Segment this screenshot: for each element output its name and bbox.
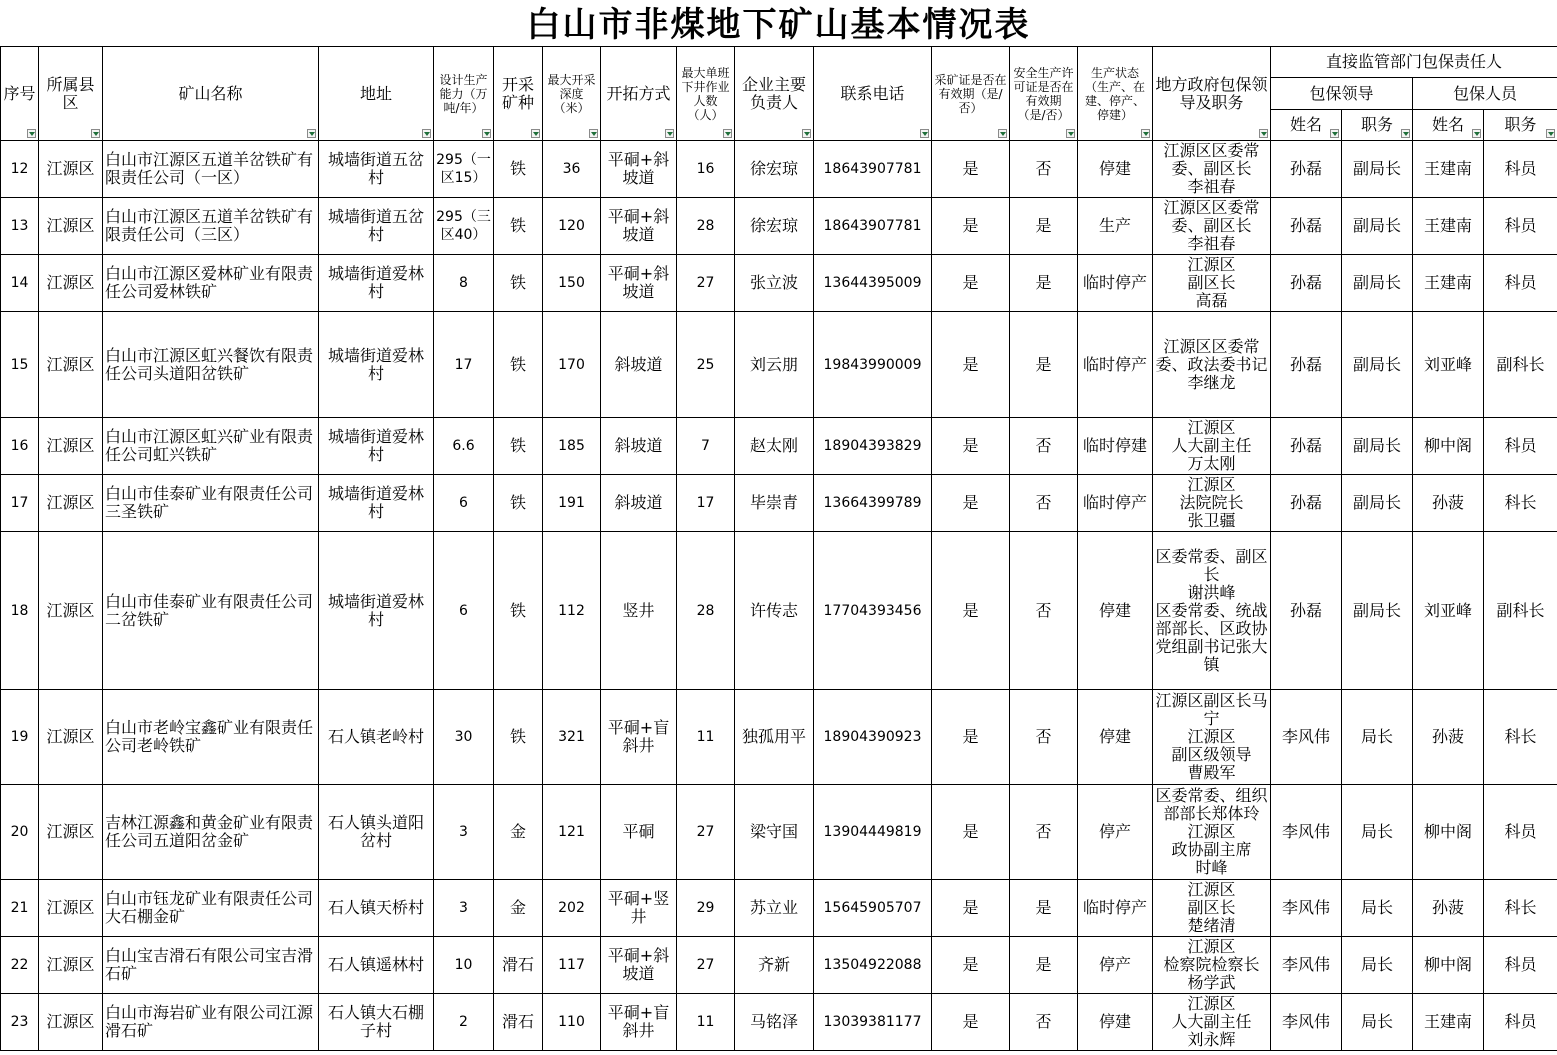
dropdown-filter-icon[interactable] (723, 129, 732, 138)
cell-mining-license: 是 (932, 785, 1010, 880)
cell-mineral: 铁 (494, 255, 543, 312)
cell-staff-name: 王建南 (1413, 141, 1484, 198)
cell-leader-name: 李风伟 (1271, 994, 1342, 1051)
cell-mineral: 滑石 (494, 937, 543, 994)
cell-staff-title: 副科长 (1484, 532, 1557, 690)
cell-staff-name: 刘亚峰 (1413, 312, 1484, 418)
cell-county: 江源区 (39, 880, 103, 937)
cell-phone: 13039381177 (814, 994, 932, 1051)
cell-method: 斜坡道 (601, 418, 677, 475)
cell-local-leader: 江源区 检察院检察长 杨学武 (1153, 937, 1271, 994)
cell-safety-license: 是 (1010, 880, 1078, 937)
cell-leader-title: 副局长 (1342, 312, 1413, 418)
cell-phone: 15645905707 (814, 880, 932, 937)
cell-county: 江源区 (39, 418, 103, 475)
cell-staff-name: 王建南 (1413, 198, 1484, 255)
cell-name: 白山市老岭宝鑫矿业有限责任公司老岭铁矿 (103, 690, 319, 785)
header-capacity: 设计生产能力（万吨/年） (434, 47, 494, 141)
cell-phone: 17704393456 (814, 532, 932, 690)
header-name: 矿山名称 (103, 47, 319, 141)
cell-staff-name: 孙菠 (1413, 690, 1484, 785)
cell-capacity: 3 (434, 880, 494, 937)
cell-mining-license: 是 (932, 312, 1010, 418)
cell-capacity: 30 (434, 690, 494, 785)
table-body (1, 141, 1557, 1051)
dropdown-filter-icon[interactable] (1472, 129, 1481, 138)
table-row (1, 785, 1557, 880)
cell-name: 白山宝吉滑石有限公司宝吉滑石矿 (103, 937, 319, 994)
cell-manager: 徐宏琼 (735, 198, 814, 255)
table-row (1, 690, 1557, 785)
cell-depth: 112 (543, 532, 601, 690)
dropdown-filter-icon[interactable] (307, 129, 316, 138)
cell-phone: 18904390923 (814, 690, 932, 785)
cell-name: 白山市江源区五道羊岔铁矿有限责任公司（一区） (103, 141, 319, 198)
cell-leader-name: 孙磊 (1271, 255, 1342, 312)
cell-county: 江源区 (39, 198, 103, 255)
cell-safety-license: 是 (1010, 312, 1078, 418)
header-mineral: 开采矿种 (494, 47, 543, 141)
cell-capacity: 6 (434, 532, 494, 690)
cell-address: 城墙街道爱林村 (319, 532, 434, 690)
cell-safety-license: 否 (1010, 994, 1078, 1051)
dropdown-filter-icon[interactable] (589, 129, 598, 138)
header-staff-name: 姓名 (1413, 110, 1484, 141)
cell-phone: 13904449819 (814, 785, 932, 880)
cell-depth: 191 (543, 475, 601, 532)
cell-phone: 18904393829 (814, 418, 932, 475)
mine-table (0, 46, 1557, 1051)
cell-local-leader: 江源区区委常委、政法委书记 李继龙 (1153, 312, 1271, 418)
cell-status: 停建 (1078, 141, 1153, 198)
cell-name: 白山市钰龙矿业有限责任公司大石棚金矿 (103, 880, 319, 937)
cell-status: 停产 (1078, 785, 1153, 880)
cell-leader-title: 局长 (1342, 785, 1413, 880)
cell-local-leader: 江源区区委常委、副区长 李祖春 (1153, 141, 1271, 198)
dropdown-filter-icon[interactable] (91, 129, 100, 138)
cell-method: 平硐+斜坡道 (601, 255, 677, 312)
header-safety-license: 安全生产许可证是否在有效期（是/否） (1010, 47, 1078, 141)
cell-staff-name: 王建南 (1413, 994, 1484, 1051)
header-county: 所属县区 (39, 47, 103, 141)
cell-address: 石人镇遥林村 (319, 937, 434, 994)
cell-seq: 15 (1, 312, 39, 418)
cell-mining-license: 是 (932, 532, 1010, 690)
cell-method: 竖井 (601, 532, 677, 690)
cell-method: 平硐+斜坡道 (601, 141, 677, 198)
cell-leader-name: 李风伟 (1271, 690, 1342, 785)
cell-leader-title: 副局长 (1342, 198, 1413, 255)
header-depth: 最大开采深度（米） (543, 47, 601, 141)
cell-local-leader: 江源区 法院院长 张卫疆 (1153, 475, 1271, 532)
dropdown-filter-icon[interactable] (1066, 129, 1075, 138)
dropdown-filter-icon[interactable] (998, 129, 1007, 138)
cell-safety-license: 否 (1010, 785, 1078, 880)
cell-capacity: 3 (434, 785, 494, 880)
cell-manager: 徐宏琼 (735, 141, 814, 198)
cell-safety-license: 否 (1010, 532, 1078, 690)
cell-phone: 13644395009 (814, 255, 932, 312)
cell-county: 江源区 (39, 690, 103, 785)
header-staff-title: 职务 (1484, 110, 1557, 141)
cell-phone: 18643907781 (814, 141, 932, 198)
cell-local-leader: 区委常委、组织部部长郑体玲 江源区 政协副主席 时峰 (1153, 785, 1271, 880)
cell-local-leader: 江源区 人大副主任 刘永辉 (1153, 994, 1271, 1051)
table-row (1, 937, 1557, 994)
cell-manager: 赵太刚 (735, 418, 814, 475)
cell-seq: 17 (1, 475, 39, 532)
cell-seq: 22 (1, 937, 39, 994)
cell-county: 江源区 (39, 937, 103, 994)
cell-staff-name: 孙菠 (1413, 475, 1484, 532)
cell-capacity: 17 (434, 312, 494, 418)
cell-depth: 202 (543, 880, 601, 937)
cell-leader-name: 李风伟 (1271, 937, 1342, 994)
dropdown-filter-icon[interactable] (1259, 129, 1268, 138)
cell-staff-title: 科员 (1484, 255, 1557, 312)
table-row (1, 255, 1557, 312)
cell-mining-license: 是 (932, 994, 1010, 1051)
cell-leader-name: 孙磊 (1271, 141, 1342, 198)
cell-leader-title: 局长 (1342, 690, 1413, 785)
header-staff-group: 包保人员 (1413, 78, 1557, 110)
table-row (1, 475, 1557, 532)
dropdown-filter-icon[interactable] (27, 129, 36, 138)
cell-status: 停建 (1078, 532, 1153, 690)
cell-depth: 150 (543, 255, 601, 312)
cell-leader-title: 局长 (1342, 937, 1413, 994)
table-row (1, 532, 1557, 690)
dropdown-filter-icon[interactable] (1401, 129, 1410, 138)
cell-leader-name: 孙磊 (1271, 532, 1342, 690)
cell-capacity: 8 (434, 255, 494, 312)
cell-workers: 27 (677, 937, 735, 994)
cell-workers: 16 (677, 141, 735, 198)
cell-mineral: 铁 (494, 690, 543, 785)
cell-staff-name: 孙菠 (1413, 880, 1484, 937)
cell-manager: 马铭泽 (735, 994, 814, 1051)
cell-staff-title: 科员 (1484, 937, 1557, 994)
cell-method: 斜坡道 (601, 312, 677, 418)
cell-leader-title: 副局长 (1342, 418, 1413, 475)
cell-method: 平硐 (601, 785, 677, 880)
cell-seq: 16 (1, 418, 39, 475)
cell-mining-license: 是 (932, 198, 1010, 255)
cell-address: 石人镇老岭村 (319, 690, 434, 785)
cell-capacity: 295（一区15） (434, 141, 494, 198)
cell-staff-title: 科长 (1484, 880, 1557, 937)
dropdown-filter-icon[interactable] (920, 129, 929, 138)
cell-seq: 20 (1, 785, 39, 880)
cell-status: 临时停产 (1078, 255, 1153, 312)
cell-status: 生产 (1078, 198, 1153, 255)
cell-name: 吉林江源鑫和黄金矿业有限责任公司五道阳岔金矿 (103, 785, 319, 880)
cell-mineral: 铁 (494, 198, 543, 255)
cell-depth: 170 (543, 312, 601, 418)
cell-manager: 张立波 (735, 255, 814, 312)
cell-mineral: 铁 (494, 475, 543, 532)
cell-manager: 齐新 (735, 937, 814, 994)
cell-depth: 36 (543, 141, 601, 198)
table-row (1, 880, 1557, 937)
cell-mineral: 金 (494, 785, 543, 880)
header-local-leader: 地方政府包保领导及职务 (1153, 47, 1271, 141)
cell-method: 平硐+斜坡道 (601, 198, 677, 255)
cell-address: 石人镇头道阳岔村 (319, 785, 434, 880)
cell-name: 白山市江源区虹兴矿业有限责任公司虹兴铁矿 (103, 418, 319, 475)
cell-leader-title: 局长 (1342, 994, 1413, 1051)
cell-depth: 321 (543, 690, 601, 785)
cell-mineral: 铁 (494, 312, 543, 418)
cell-address: 城墙街道爱林村 (319, 475, 434, 532)
cell-phone: 13664399789 (814, 475, 932, 532)
cell-mining-license: 是 (932, 880, 1010, 937)
header-method: 开拓方式 (601, 47, 677, 141)
cell-phone: 13504922088 (814, 937, 932, 994)
cell-workers: 25 (677, 312, 735, 418)
cell-local-leader: 江源区 副区长 高磊 (1153, 255, 1271, 312)
header-workers: 最大单班下井作业人数（人） (677, 47, 735, 141)
cell-depth: 120 (543, 198, 601, 255)
cell-capacity: 10 (434, 937, 494, 994)
cell-staff-title: 科员 (1484, 418, 1557, 475)
cell-workers: 28 (677, 532, 735, 690)
cell-staff-title: 副科长 (1484, 312, 1557, 418)
header-mining-license: 采矿证是否在有效期（是/否） (932, 47, 1010, 141)
cell-county: 江源区 (39, 475, 103, 532)
table-row (1, 198, 1557, 255)
cell-staff-name: 柳中阁 (1413, 785, 1484, 880)
dropdown-filter-icon[interactable] (1330, 129, 1339, 138)
cell-seq: 23 (1, 994, 39, 1051)
cell-leader-title: 副局长 (1342, 532, 1413, 690)
cell-method: 平硐+竖井 (601, 880, 677, 937)
cell-manager: 刘云朋 (735, 312, 814, 418)
cell-manager: 许传志 (735, 532, 814, 690)
cell-workers: 7 (677, 418, 735, 475)
cell-mining-license: 是 (932, 255, 1010, 312)
cell-leader-name: 孙磊 (1271, 198, 1342, 255)
cell-name: 白山市江源区虹兴餐饮有限责任公司头道阳岔铁矿 (103, 312, 319, 418)
cell-address: 城墙街道爱林村 (319, 418, 434, 475)
cell-name: 白山市江源区五道羊岔铁矿有限责任公司（三区） (103, 198, 319, 255)
header-dept-group: 直接监管部门包保责任人 (1271, 47, 1557, 78)
cell-status: 临时停产 (1078, 475, 1153, 532)
cell-staff-title: 科员 (1484, 198, 1557, 255)
cell-address: 石人镇天桥村 (319, 880, 434, 937)
cell-mineral: 铁 (494, 532, 543, 690)
cell-seq: 12 (1, 141, 39, 198)
cell-leader-title: 副局长 (1342, 255, 1413, 312)
cell-county: 江源区 (39, 255, 103, 312)
cell-address: 石人镇大石棚子村 (319, 994, 434, 1051)
cell-status: 停产 (1078, 937, 1153, 994)
cell-workers: 11 (677, 690, 735, 785)
cell-seq: 19 (1, 690, 39, 785)
header-leader-group: 包保领导 (1271, 78, 1413, 110)
cell-mining-license: 是 (932, 690, 1010, 785)
table-row (1, 418, 1557, 475)
cell-leader-name: 李风伟 (1271, 880, 1342, 937)
cell-safety-license: 是 (1010, 198, 1078, 255)
cell-mining-license: 是 (932, 475, 1010, 532)
cell-leader-name: 孙磊 (1271, 418, 1342, 475)
cell-seq: 18 (1, 532, 39, 690)
cell-staff-title: 科长 (1484, 690, 1557, 785)
cell-seq: 21 (1, 880, 39, 937)
cell-capacity: 2 (434, 994, 494, 1051)
cell-local-leader: 江源区 副区长 楚绪清 (1153, 880, 1271, 937)
cell-county: 江源区 (39, 532, 103, 690)
cell-local-leader: 区委常委、副区长 谢洪峰 区委常委、统战部部长、区政协党组副书记张大镇 (1153, 532, 1271, 690)
cell-safety-license: 否 (1010, 141, 1078, 198)
cell-workers: 29 (677, 880, 735, 937)
header-leader-title: 职务 (1342, 110, 1413, 141)
cell-capacity: 6 (434, 475, 494, 532)
cell-phone: 19843990009 (814, 312, 932, 418)
header-manager: 企业主要负责人 (735, 47, 814, 141)
dropdown-filter-icon[interactable] (482, 129, 491, 138)
cell-method: 平硐+盲斜井 (601, 690, 677, 785)
cell-manager: 苏立业 (735, 880, 814, 937)
cell-manager: 梁守国 (735, 785, 814, 880)
cell-depth: 185 (543, 418, 601, 475)
cell-status: 临时停产 (1078, 880, 1153, 937)
cell-leader-title: 副局长 (1342, 141, 1413, 198)
cell-safety-license: 是 (1010, 937, 1078, 994)
cell-staff-name: 柳中阁 (1413, 937, 1484, 994)
dropdown-filter-icon[interactable] (1546, 129, 1555, 138)
table-row (1, 994, 1557, 1051)
cell-address: 城墙街道爱林村 (319, 255, 434, 312)
cell-manager: 独孤用平 (735, 690, 814, 785)
cell-local-leader: 江源区区委常委、副区长 李祖春 (1153, 198, 1271, 255)
cell-workers: 11 (677, 994, 735, 1051)
cell-local-leader: 江源区 人大副主任 万太刚 (1153, 418, 1271, 475)
cell-address: 城墙街道五岔村 (319, 198, 434, 255)
cell-capacity: 295（三区40） (434, 198, 494, 255)
cell-county: 江源区 (39, 785, 103, 880)
cell-workers: 27 (677, 255, 735, 312)
cell-safety-license: 否 (1010, 690, 1078, 785)
cell-method: 斜坡道 (601, 475, 677, 532)
cell-leader-title: 副局长 (1342, 475, 1413, 532)
cell-method: 平硐+盲斜井 (601, 994, 677, 1051)
dropdown-filter-icon[interactable] (665, 129, 674, 138)
cell-local-leader: 江源区副区长马宁 江源区 副区级领导 曹殿军 (1153, 690, 1271, 785)
cell-staff-title: 科员 (1484, 785, 1557, 880)
cell-mineral: 滑石 (494, 994, 543, 1051)
cell-leader-title: 局长 (1342, 880, 1413, 937)
cell-manager: 毕崇青 (735, 475, 814, 532)
cell-address: 城墙街道五岔村 (319, 141, 434, 198)
cell-safety-license: 否 (1010, 418, 1078, 475)
cell-safety-license: 是 (1010, 255, 1078, 312)
header-leader-name: 姓名 (1271, 110, 1342, 141)
cell-leader-name: 孙磊 (1271, 475, 1342, 532)
cell-depth: 110 (543, 994, 601, 1051)
header-phone: 联系电话 (814, 47, 932, 141)
cell-county: 江源区 (39, 312, 103, 418)
dropdown-filter-icon[interactable] (802, 129, 811, 138)
table-row (1, 141, 1557, 198)
cell-leader-name: 李风伟 (1271, 785, 1342, 880)
cell-workers: 17 (677, 475, 735, 532)
cell-address: 城墙街道爱林村 (319, 312, 434, 418)
cell-seq: 14 (1, 255, 39, 312)
dropdown-filter-icon[interactable] (1141, 129, 1150, 138)
cell-name: 白山市佳泰矿业有限责任公司三圣铁矿 (103, 475, 319, 532)
cell-depth: 121 (543, 785, 601, 880)
cell-name: 白山市佳泰矿业有限责任公司二岔铁矿 (103, 532, 319, 690)
cell-status: 临时停产 (1078, 312, 1153, 418)
cell-mining-license: 是 (932, 418, 1010, 475)
cell-name: 白山市江源区爱林矿业有限责任公司爱林铁矿 (103, 255, 319, 312)
cell-county: 江源区 (39, 994, 103, 1051)
cell-workers: 28 (677, 198, 735, 255)
cell-status: 停建 (1078, 994, 1153, 1051)
cell-depth: 117 (543, 937, 601, 994)
table-row (1, 312, 1557, 418)
cell-seq: 13 (1, 198, 39, 255)
cell-staff-title: 科长 (1484, 475, 1557, 532)
header-seq: 序号 (1, 47, 39, 141)
dropdown-filter-icon[interactable] (531, 129, 540, 138)
dropdown-filter-icon[interactable] (422, 129, 431, 138)
cell-mineral: 铁 (494, 141, 543, 198)
page-title: 白山市非煤地下矿山基本情况表 (526, 5, 1031, 45)
cell-capacity: 6.6 (434, 418, 494, 475)
cell-phone: 18643907781 (814, 198, 932, 255)
cell-mining-license: 是 (932, 937, 1010, 994)
cell-staff-title: 科员 (1484, 141, 1557, 198)
cell-staff-title: 科员 (1484, 994, 1557, 1051)
cell-mineral: 金 (494, 880, 543, 937)
cell-status: 停建 (1078, 690, 1153, 785)
cell-staff-name: 刘亚峰 (1413, 532, 1484, 690)
header-status: 生产状态（生产、在建、停产、停建） (1078, 47, 1153, 141)
cell-staff-name: 王建南 (1413, 255, 1484, 312)
cell-leader-name: 孙磊 (1271, 312, 1342, 418)
header-address: 地址 (319, 47, 434, 141)
cell-safety-license: 否 (1010, 475, 1078, 532)
cell-name: 白山市海岩矿业有限公司江源滑石矿 (103, 994, 319, 1051)
cell-mineral: 铁 (494, 418, 543, 475)
cell-county: 江源区 (39, 141, 103, 198)
cell-method: 平硐+斜坡道 (601, 937, 677, 994)
cell-status: 临时停建 (1078, 418, 1153, 475)
cell-staff-name: 柳中阁 (1413, 418, 1484, 475)
cell-mining-license: 是 (932, 141, 1010, 198)
cell-workers: 27 (677, 785, 735, 880)
